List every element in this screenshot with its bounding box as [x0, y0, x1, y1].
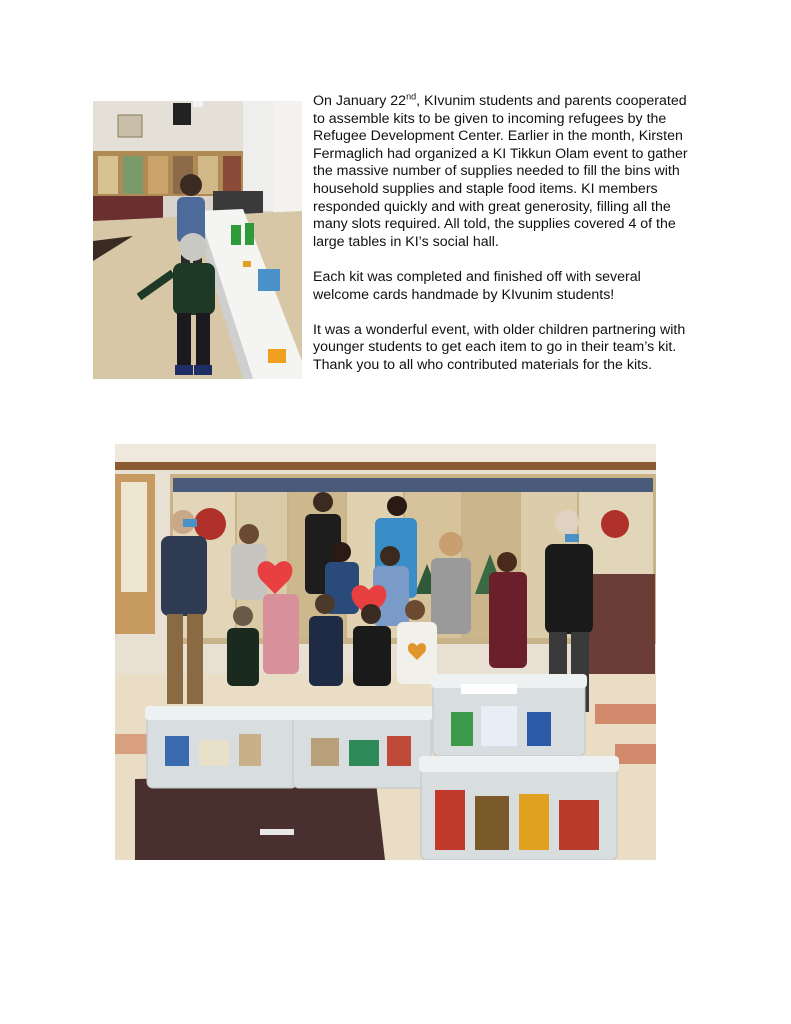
paragraph-1-rest: , KIvunim students and parents cooperated to assemble kits to be given to incoming refugees by the Refugee Development Center. Earlier in the month, Kirsten Fermaglich had organized a KI Tikkun Olam event to gather the massive number of supplies needed to fill the bins with household supplies and staple food items. KI members responded quickly and with great generosity, filling all the many slots required. All told, the supplies covered 4 of the large tables in KI’s social hall.	[313, 93, 688, 250]
paragraph-2: Each kit was completed and finished off with several welcome cards handmade by KIvunim students!	[313, 268, 641, 303]
ordinal-suffix: nd	[406, 91, 417, 102]
paragraph-1-start: On January 22	[313, 93, 407, 109]
article-text	[93, 93, 693, 392]
photo-group-with-kit-bins	[115, 444, 656, 860]
photo-spacer	[93, 93, 313, 370]
paragraph-3: It was a wonderful event, with older children partnering with younger students to get each item to go in their team’s kit. Thank you to all who contributed materials for the kits.	[313, 321, 686, 373]
